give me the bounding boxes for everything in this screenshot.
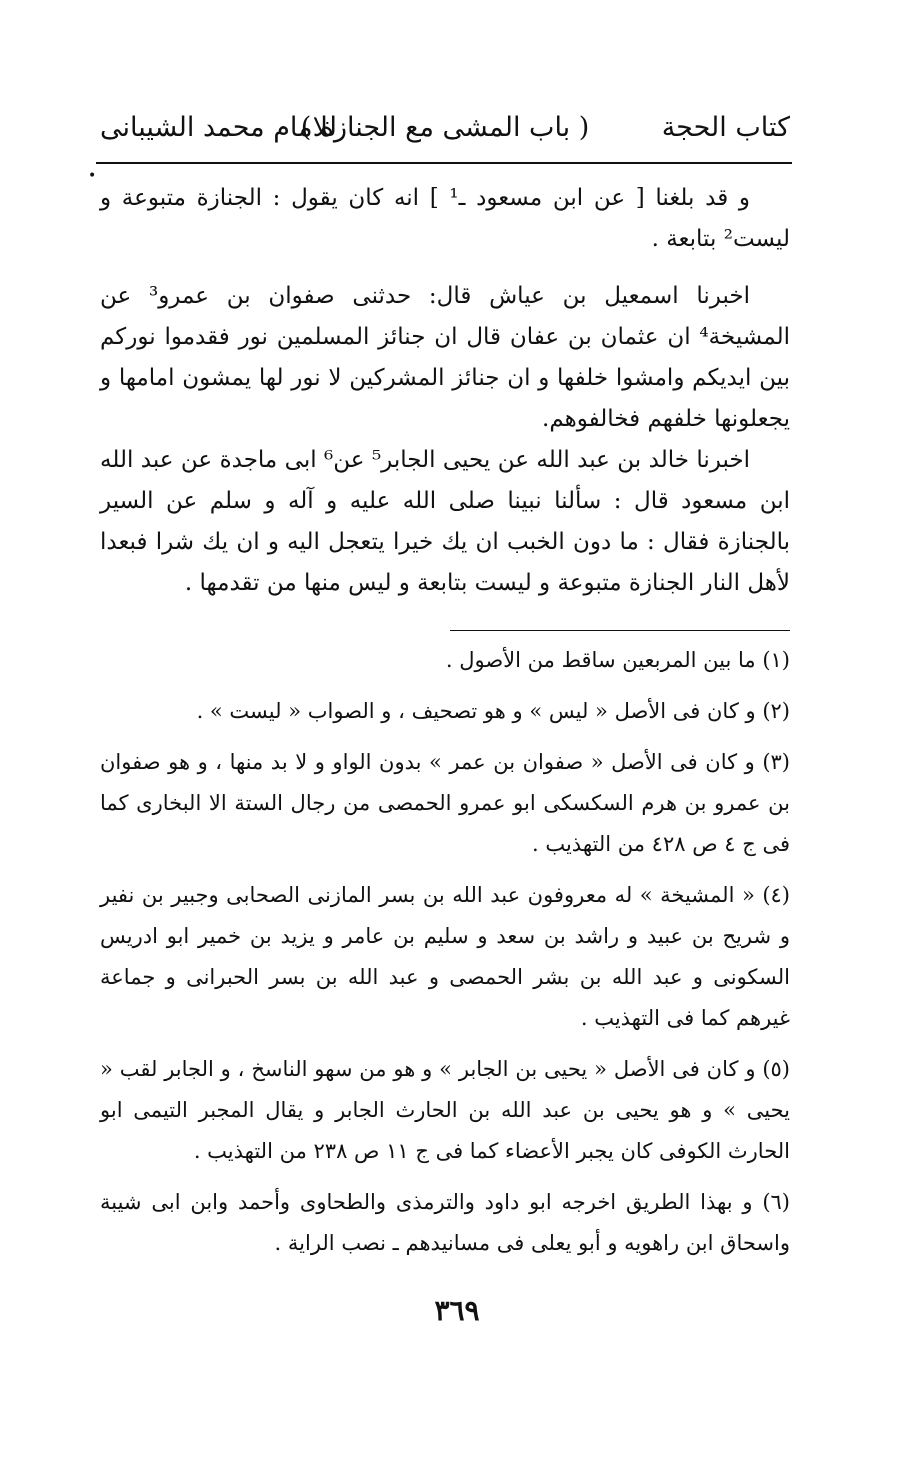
chapter-title: ( باب المشى مع الجنازة ) (300, 112, 590, 143)
paragraph: اخبرنا خالد بن عبد الله عن يحيى الجابر⁵ عن⁶ ابى ماجدة عن عبد الله ابن مسعود قال : سألنا نبينا صلى الله عليه و آله و سلم عن السير بالجنازة فقال : ما دون الخبب ان يك خيرا يتعجل اليه و ان يك شرا فبعدا لأهل النار الجنازة متبوعة و ليست بتابعة و ليس منها من تقدمها . (100, 447, 790, 596)
paragraph: اخبرنا اسمعيل بن عياش قال: حدثنى صفوان بن عمرو³ عن المشيخة⁴ ان عثمان بن عفان قال ان جنائز المسلمين نور فقدموا نوركم بين ايديكم وامشوا خلفها و ان جنائز المشركين لا نور لها يمشون امامها و يجعلونها خلفهم فخالفوهم. (100, 283, 790, 432)
footnote: (٦) و بهذا الطريق اخرجه ابو داود والترمذى والطحاوى وأحمد وابن ابى شيبة واسحاق ابن راهويه و أبو يعلى فى مسانيدهم ـ نصب الراية . (100, 1190, 790, 1255)
footnote: (٥) و كان فى الأصل « يحيى بن الجابر » و هو من سهو الناسخ ، و الجابر لقب « يحيى » و هو يحيى بن عبد الله بن الحارث الجابر و يقال المجبر التيمى ابو الحارث الكوفى كان يجبر الأعضاء كما فى ج ١١ ص ٢٣٨ من التهذيب . (100, 1057, 790, 1163)
header-divider (96, 162, 792, 164)
footnote-divider (450, 630, 790, 631)
footnote: (٣) و كان فى الأصل « صفوان بن عمر » بدون الواو و لا بد منها ، و هو صفوان بن عمرو بن هرم السكسكى ابو عمرو الحمصى من رجال الستة الا البخارى كما فى ج ٤ ص ٤٢٨ من التهذيب . (100, 750, 790, 856)
author-name: للامام محمد الشيبانى (100, 112, 337, 143)
footnote: (٤) « المشيخة » له معروفون عبد الله بن بسر المازنى الصحابى وجبير بن نفير و شريح بن عبيد و راشد بن سعد و سليم بن عامر و يزيد بن خمير ابو ادريس السكونى و عبد الله بن بشر الحمصى و عبد الله بن بسر الحبرانى و جماعة غيرهم كما فى التهذيب . (100, 883, 790, 1030)
footnote: (١) ما بين المربعين ساقط من الأصول . (445, 648, 790, 672)
book-title: كتاب الحجة (661, 112, 790, 143)
page-number: ٣٦٩ (434, 1294, 480, 1327)
footnote: (٢) و كان فى الأصل « ليس » و هو تصحيف ، و الصواب « ليست » . (196, 699, 790, 723)
running-header (100, 112, 790, 158)
main-text (100, 178, 790, 604)
margin-dot: • (88, 168, 97, 184)
footnotes (100, 640, 790, 1274)
paragraph: و قد بلغنا [ عن ابن مسعود ـ¹ ] انه كان يقول : الجنازة متبوعة و ليست² بتابعة . (100, 185, 790, 252)
